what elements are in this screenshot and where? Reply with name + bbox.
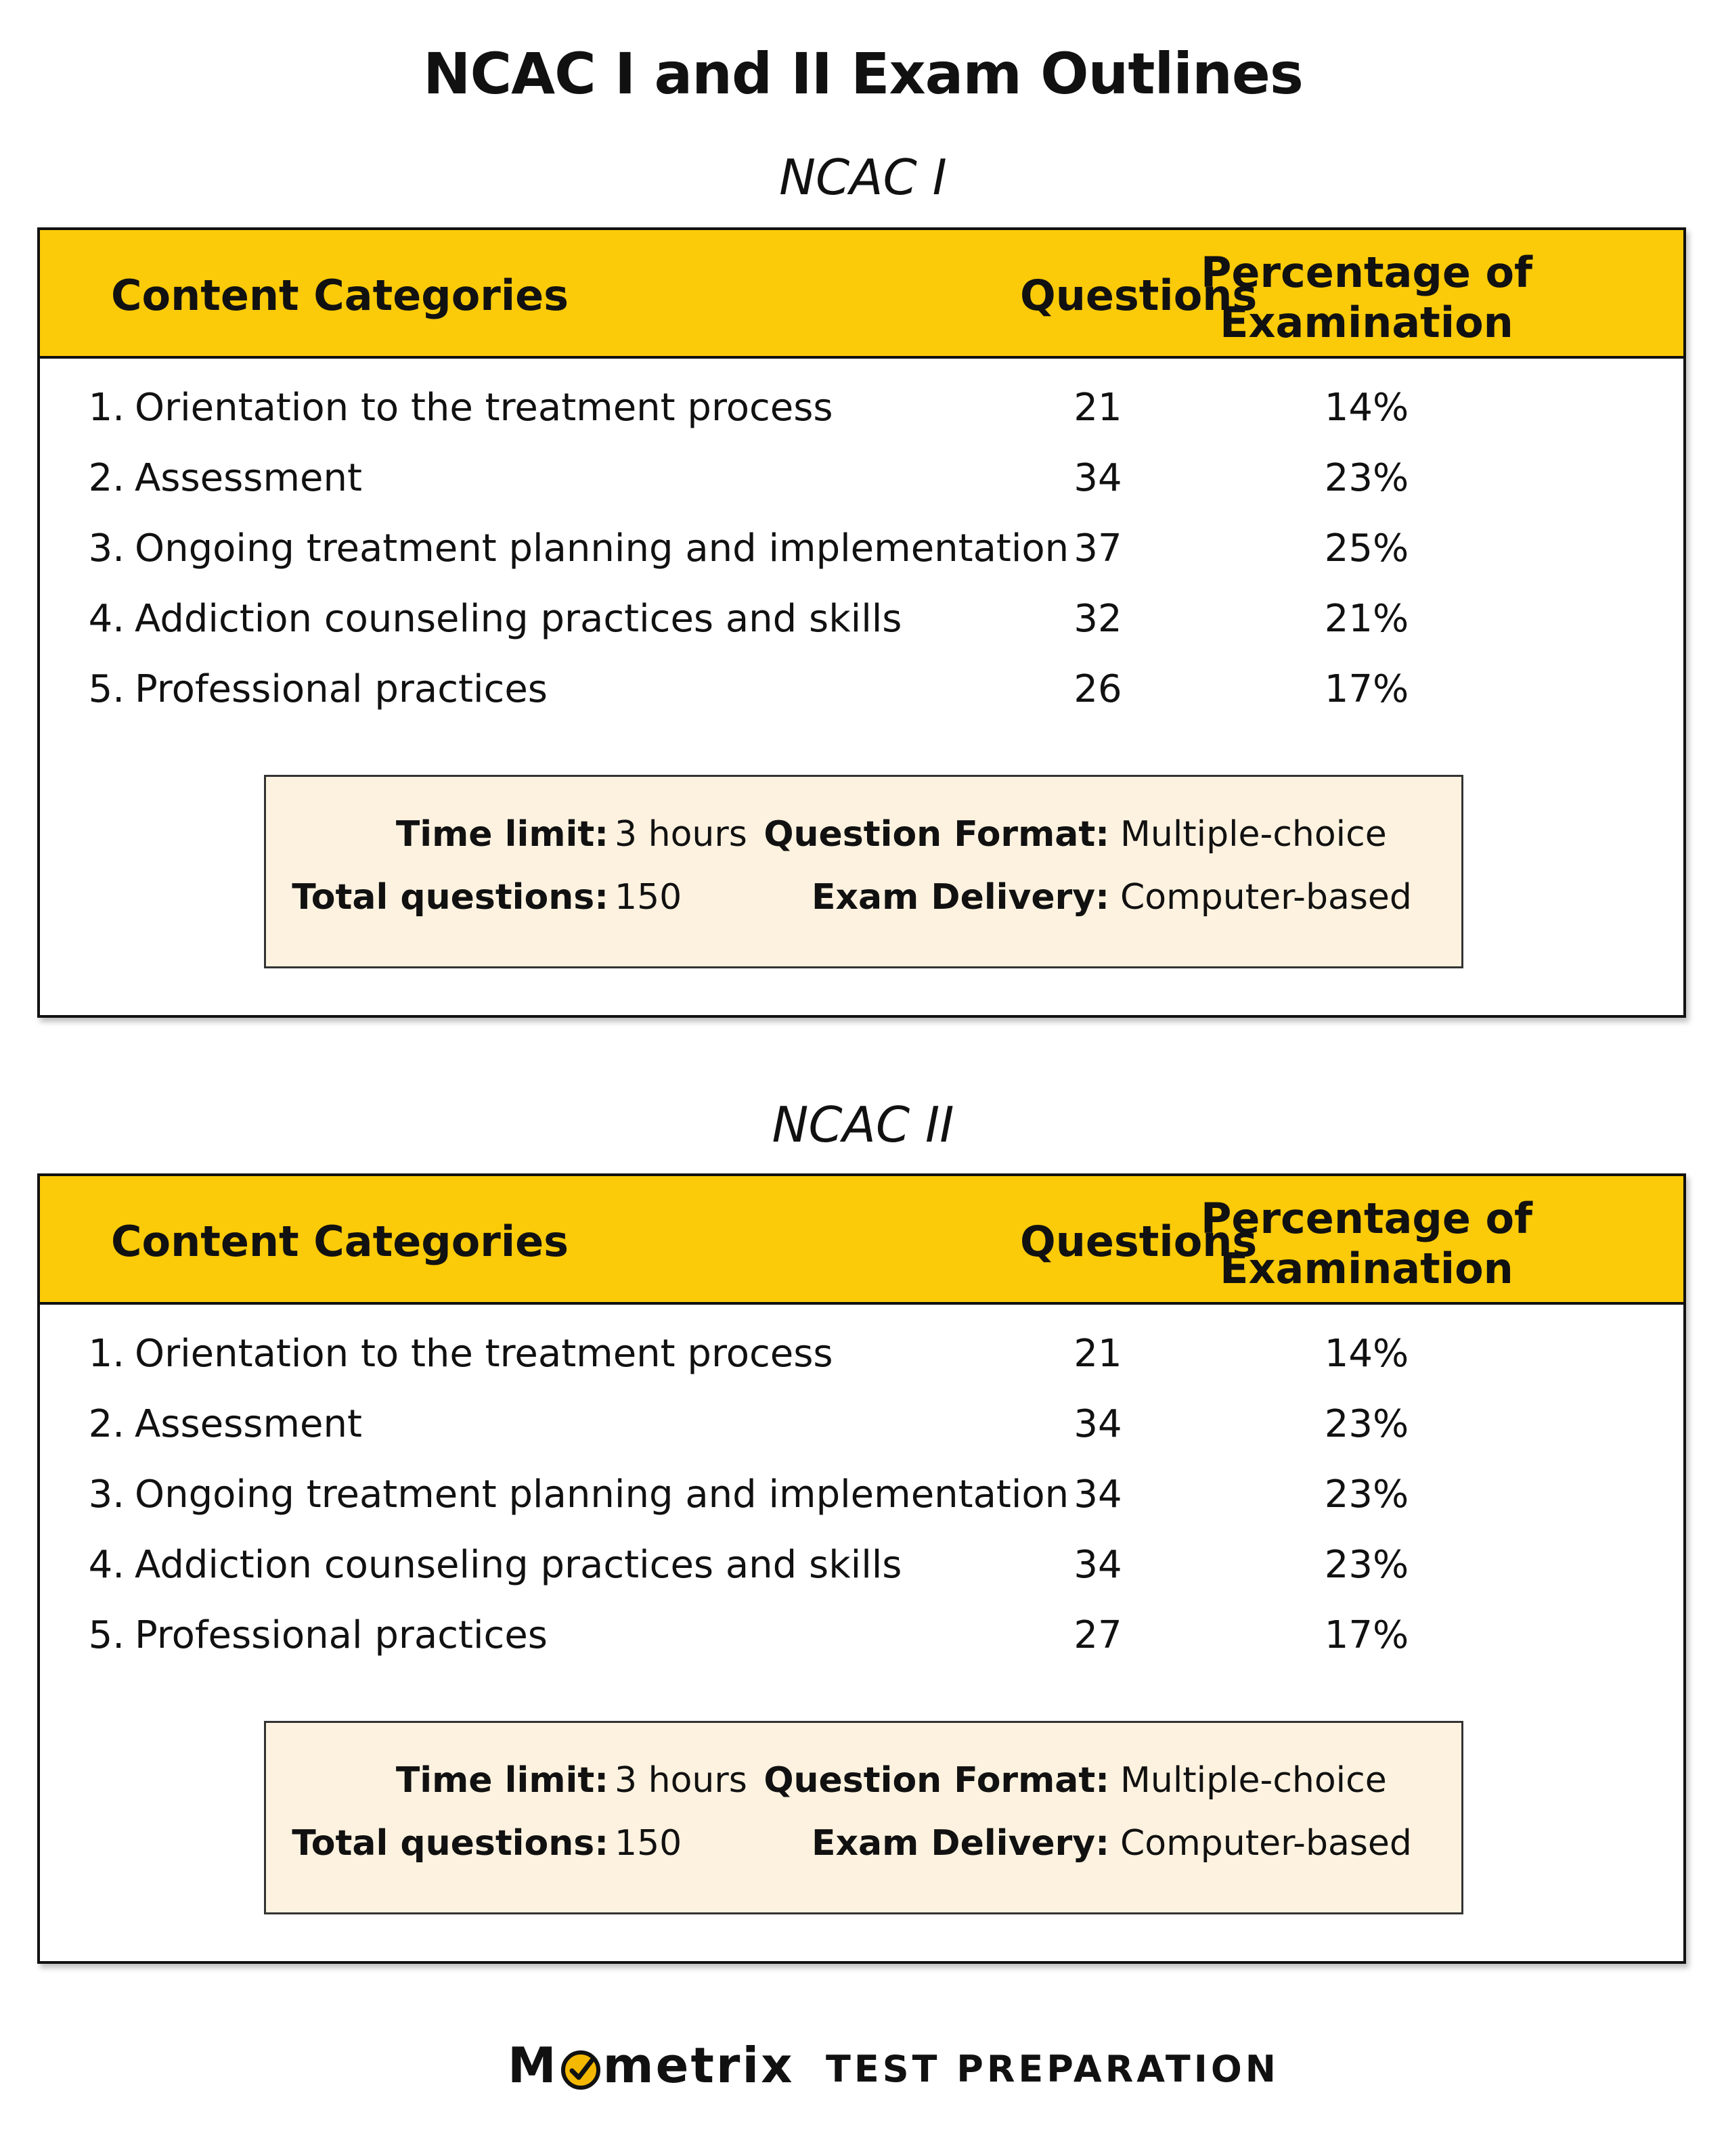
table-row	[40, 1473, 1683, 1543]
row-percentage: 14%	[1324, 386, 1409, 430]
exam-delivery-label: Exam Delivery:	[811, 1823, 1109, 1864]
time-limit-label: Time limit:	[395, 814, 608, 855]
table-row	[40, 1332, 1683, 1402]
question-format-label: Question Format:	[764, 814, 1109, 855]
table-body	[40, 386, 1683, 738]
row-number: 1.	[88, 386, 125, 430]
row-questions: 27	[1074, 1613, 1122, 1657]
header-percentage	[1150, 1194, 1583, 1294]
exam-info-box	[264, 1721, 1463, 1914]
time-limit-value: 3 hours	[615, 814, 747, 855]
section-title-ncac-1: NCAC I	[779, 149, 947, 206]
row-percentage: 23%	[1324, 1473, 1409, 1517]
row-questions: 32	[1074, 597, 1122, 641]
header-content-categories: Content Categories	[111, 1217, 569, 1266]
row-percentage: 17%	[1324, 667, 1409, 711]
row-number: 5.	[88, 1613, 125, 1657]
exam-info-box	[264, 775, 1463, 968]
question-format-value: Multiple-choice	[1120, 814, 1387, 855]
row-number: 3.	[88, 526, 125, 570]
time-limit-label: Time limit:	[395, 1760, 608, 1801]
row-category: Professional practices	[135, 667, 548, 711]
section-title-ncac-2: NCAC II	[772, 1096, 954, 1153]
logo-tagline: TEST PREPARATION	[826, 2048, 1279, 2090]
row-questions: 37	[1074, 526, 1122, 570]
row-percentage: 25%	[1324, 526, 1409, 570]
table-body	[40, 1332, 1683, 1684]
header-percentage-line2: Examination	[1220, 1244, 1513, 1293]
total-questions-value: 150	[615, 1823, 682, 1864]
row-questions: 21	[1074, 386, 1122, 430]
row-category: Ongoing treatment planning and implementation	[135, 1473, 1069, 1517]
row-questions: 34	[1074, 1473, 1122, 1517]
row-category: Assessment	[135, 1402, 362, 1446]
row-category: Orientation to the treatment process	[135, 386, 833, 430]
row-questions: 26	[1074, 667, 1122, 711]
header-percentage-line2: Examination	[1220, 298, 1513, 347]
row-questions: 21	[1074, 1332, 1122, 1376]
total-questions-label: Total questions:	[292, 877, 608, 918]
question-format-label: Question Format:	[764, 1760, 1109, 1801]
row-number: 1.	[88, 1332, 125, 1376]
table-row	[40, 1543, 1683, 1613]
page-title: NCAC I and II Exam Outlines	[423, 41, 1303, 107]
table-row	[40, 597, 1683, 667]
row-category: Addiction counseling practices and skills	[135, 1543, 902, 1587]
header-questions: Questions	[1020, 271, 1258, 320]
table-row	[40, 386, 1683, 456]
header-percentage-line1: Percentage of	[1200, 248, 1533, 297]
checkmark-circle-icon	[560, 2046, 602, 2088]
table-row	[40, 667, 1683, 738]
row-number: 2.	[88, 1402, 125, 1446]
row-category: Ongoing treatment planning and implementation	[135, 526, 1069, 570]
logo-suffix: metrix	[602, 2037, 795, 2094]
time-limit-value: 3 hours	[615, 1760, 747, 1801]
total-questions-label: Total questions:	[292, 1823, 608, 1864]
row-percentage: 17%	[1324, 1613, 1409, 1657]
row-percentage: 23%	[1324, 1402, 1409, 1446]
row-category: Assessment	[135, 456, 362, 500]
exam-table-ncac-1	[37, 227, 1686, 1018]
table-row	[40, 456, 1683, 526]
question-format-value: Multiple-choice	[1120, 1760, 1387, 1801]
header-questions: Questions	[1020, 1217, 1258, 1266]
header-percentage-line1: Percentage of	[1200, 1194, 1533, 1243]
total-questions-value: 150	[615, 877, 682, 918]
row-number: 4.	[88, 597, 125, 641]
row-category: Addiction counseling practices and skills	[135, 597, 902, 641]
exam-delivery-label: Exam Delivery:	[811, 877, 1109, 918]
header-content-categories: Content Categories	[111, 271, 569, 320]
logo-wordmark	[508, 2037, 795, 2094]
logo-prefix: M	[508, 2037, 558, 2094]
table-row	[40, 1402, 1683, 1473]
table-header	[40, 230, 1683, 359]
row-questions: 34	[1074, 456, 1122, 500]
table-row	[40, 526, 1683, 597]
row-number: 5.	[88, 667, 125, 711]
header-percentage	[1150, 248, 1583, 348]
mometrix-logo	[508, 2037, 1279, 2098]
row-category: Professional practices	[135, 1613, 548, 1657]
exam-delivery-value: Computer-based	[1120, 877, 1412, 918]
row-number: 4.	[88, 1543, 125, 1587]
exam-table-ncac-2	[37, 1173, 1686, 1964]
row-questions: 34	[1074, 1402, 1122, 1446]
table-header	[40, 1176, 1683, 1305]
row-percentage: 23%	[1324, 456, 1409, 500]
row-category: Orientation to the treatment process	[135, 1332, 833, 1376]
table-row	[40, 1613, 1683, 1684]
row-questions: 34	[1074, 1543, 1122, 1587]
row-percentage: 23%	[1324, 1543, 1409, 1587]
exam-delivery-value: Computer-based	[1120, 1823, 1412, 1864]
row-number: 2.	[88, 456, 125, 500]
row-percentage: 14%	[1324, 1332, 1409, 1376]
row-percentage: 21%	[1324, 597, 1409, 641]
row-number: 3.	[88, 1473, 125, 1517]
